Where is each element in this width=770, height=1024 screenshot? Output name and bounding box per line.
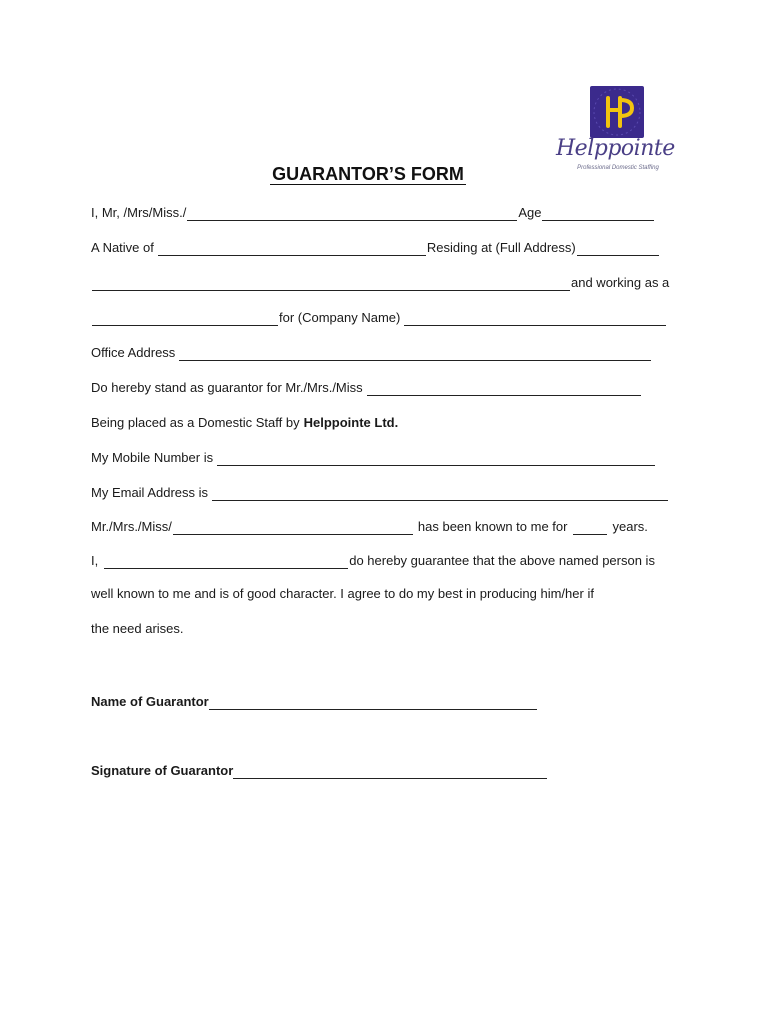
name-age-row (91, 201, 655, 221)
age-label: Age (518, 205, 542, 220)
company-name-text: Helppointe Ltd. (303, 415, 399, 430)
known-person-field[interactable] (173, 521, 413, 535)
company-label: for (Company Name) (279, 310, 401, 325)
page-title: GUARANTOR’S FORM (272, 164, 464, 184)
working-as-row (91, 271, 669, 291)
office-address-row (91, 341, 652, 361)
signature-of-guarantor-label: Signature of Guarantor (91, 763, 234, 778)
guarantor-for-label: Do hereby stand as guarantor for Mr./Mrs./Miss (91, 380, 363, 395)
guarantee-row (91, 549, 655, 569)
guarantor-name-field[interactable] (187, 207, 517, 221)
occupation-field[interactable] (92, 312, 278, 326)
mobile-label: My Mobile Number is (91, 450, 214, 465)
guarantor-signature-name-field[interactable] (104, 555, 348, 569)
placed-text: Being placed as a Domestic Staff by (91, 415, 300, 430)
logo-tagline: Professional Domestic Staffing (577, 165, 659, 171)
known-duration-row (91, 515, 648, 535)
guarantor-name-row (91, 690, 537, 710)
office-address-field[interactable] (179, 347, 651, 361)
years-label: years. (612, 519, 648, 534)
signature-of-guarantor-field[interactable] (233, 765, 547, 779)
guarantee-text-line-3: the need arises. (91, 621, 184, 636)
working-as-label: and working as a (571, 275, 670, 290)
company-name-field[interactable] (404, 312, 666, 326)
name-of-guarantor-label: Name of Guarantor (91, 694, 209, 709)
known-prefix-label: Mr./Mrs./Miss/ (91, 519, 172, 534)
known-mid-label: has been known to me for (417, 519, 568, 534)
guarantee-text-line-2: well known to me and is of good character. I agree to do my best in producing him/her if (91, 586, 594, 601)
staff-name-field[interactable] (367, 382, 641, 396)
native-of-field[interactable] (158, 242, 426, 256)
email-row (91, 481, 669, 501)
guarantor-signature-row (91, 759, 547, 779)
mobile-number-field[interactable] (217, 452, 655, 466)
years-field[interactable] (573, 521, 607, 535)
placed-row (91, 411, 398, 431)
logo-wordmark: Helppointe (556, 136, 675, 161)
residing-label: Residing at (Full Address) (426, 240, 576, 255)
name-of-guarantor-field[interactable] (209, 696, 537, 710)
email-field[interactable] (212, 487, 668, 501)
native-label: A Native of (91, 240, 154, 255)
name-prefix-label: I, Mr, /Mrs/Miss./ (91, 205, 187, 220)
native-residing-row (91, 236, 660, 256)
i-label: I, (91, 553, 99, 568)
guarantee-text: do hereby guarantee that the above named person is (349, 553, 655, 568)
logo-mark-icon (590, 86, 644, 138)
address-field[interactable] (577, 242, 659, 256)
company-row (91, 306, 667, 326)
age-field[interactable] (542, 207, 654, 221)
mobile-row (91, 446, 656, 466)
office-address-label: Office Address (91, 345, 176, 360)
email-label: My Email Address is (91, 485, 209, 500)
guarantor-for-row (91, 376, 642, 396)
address-continued-field[interactable] (92, 277, 570, 291)
